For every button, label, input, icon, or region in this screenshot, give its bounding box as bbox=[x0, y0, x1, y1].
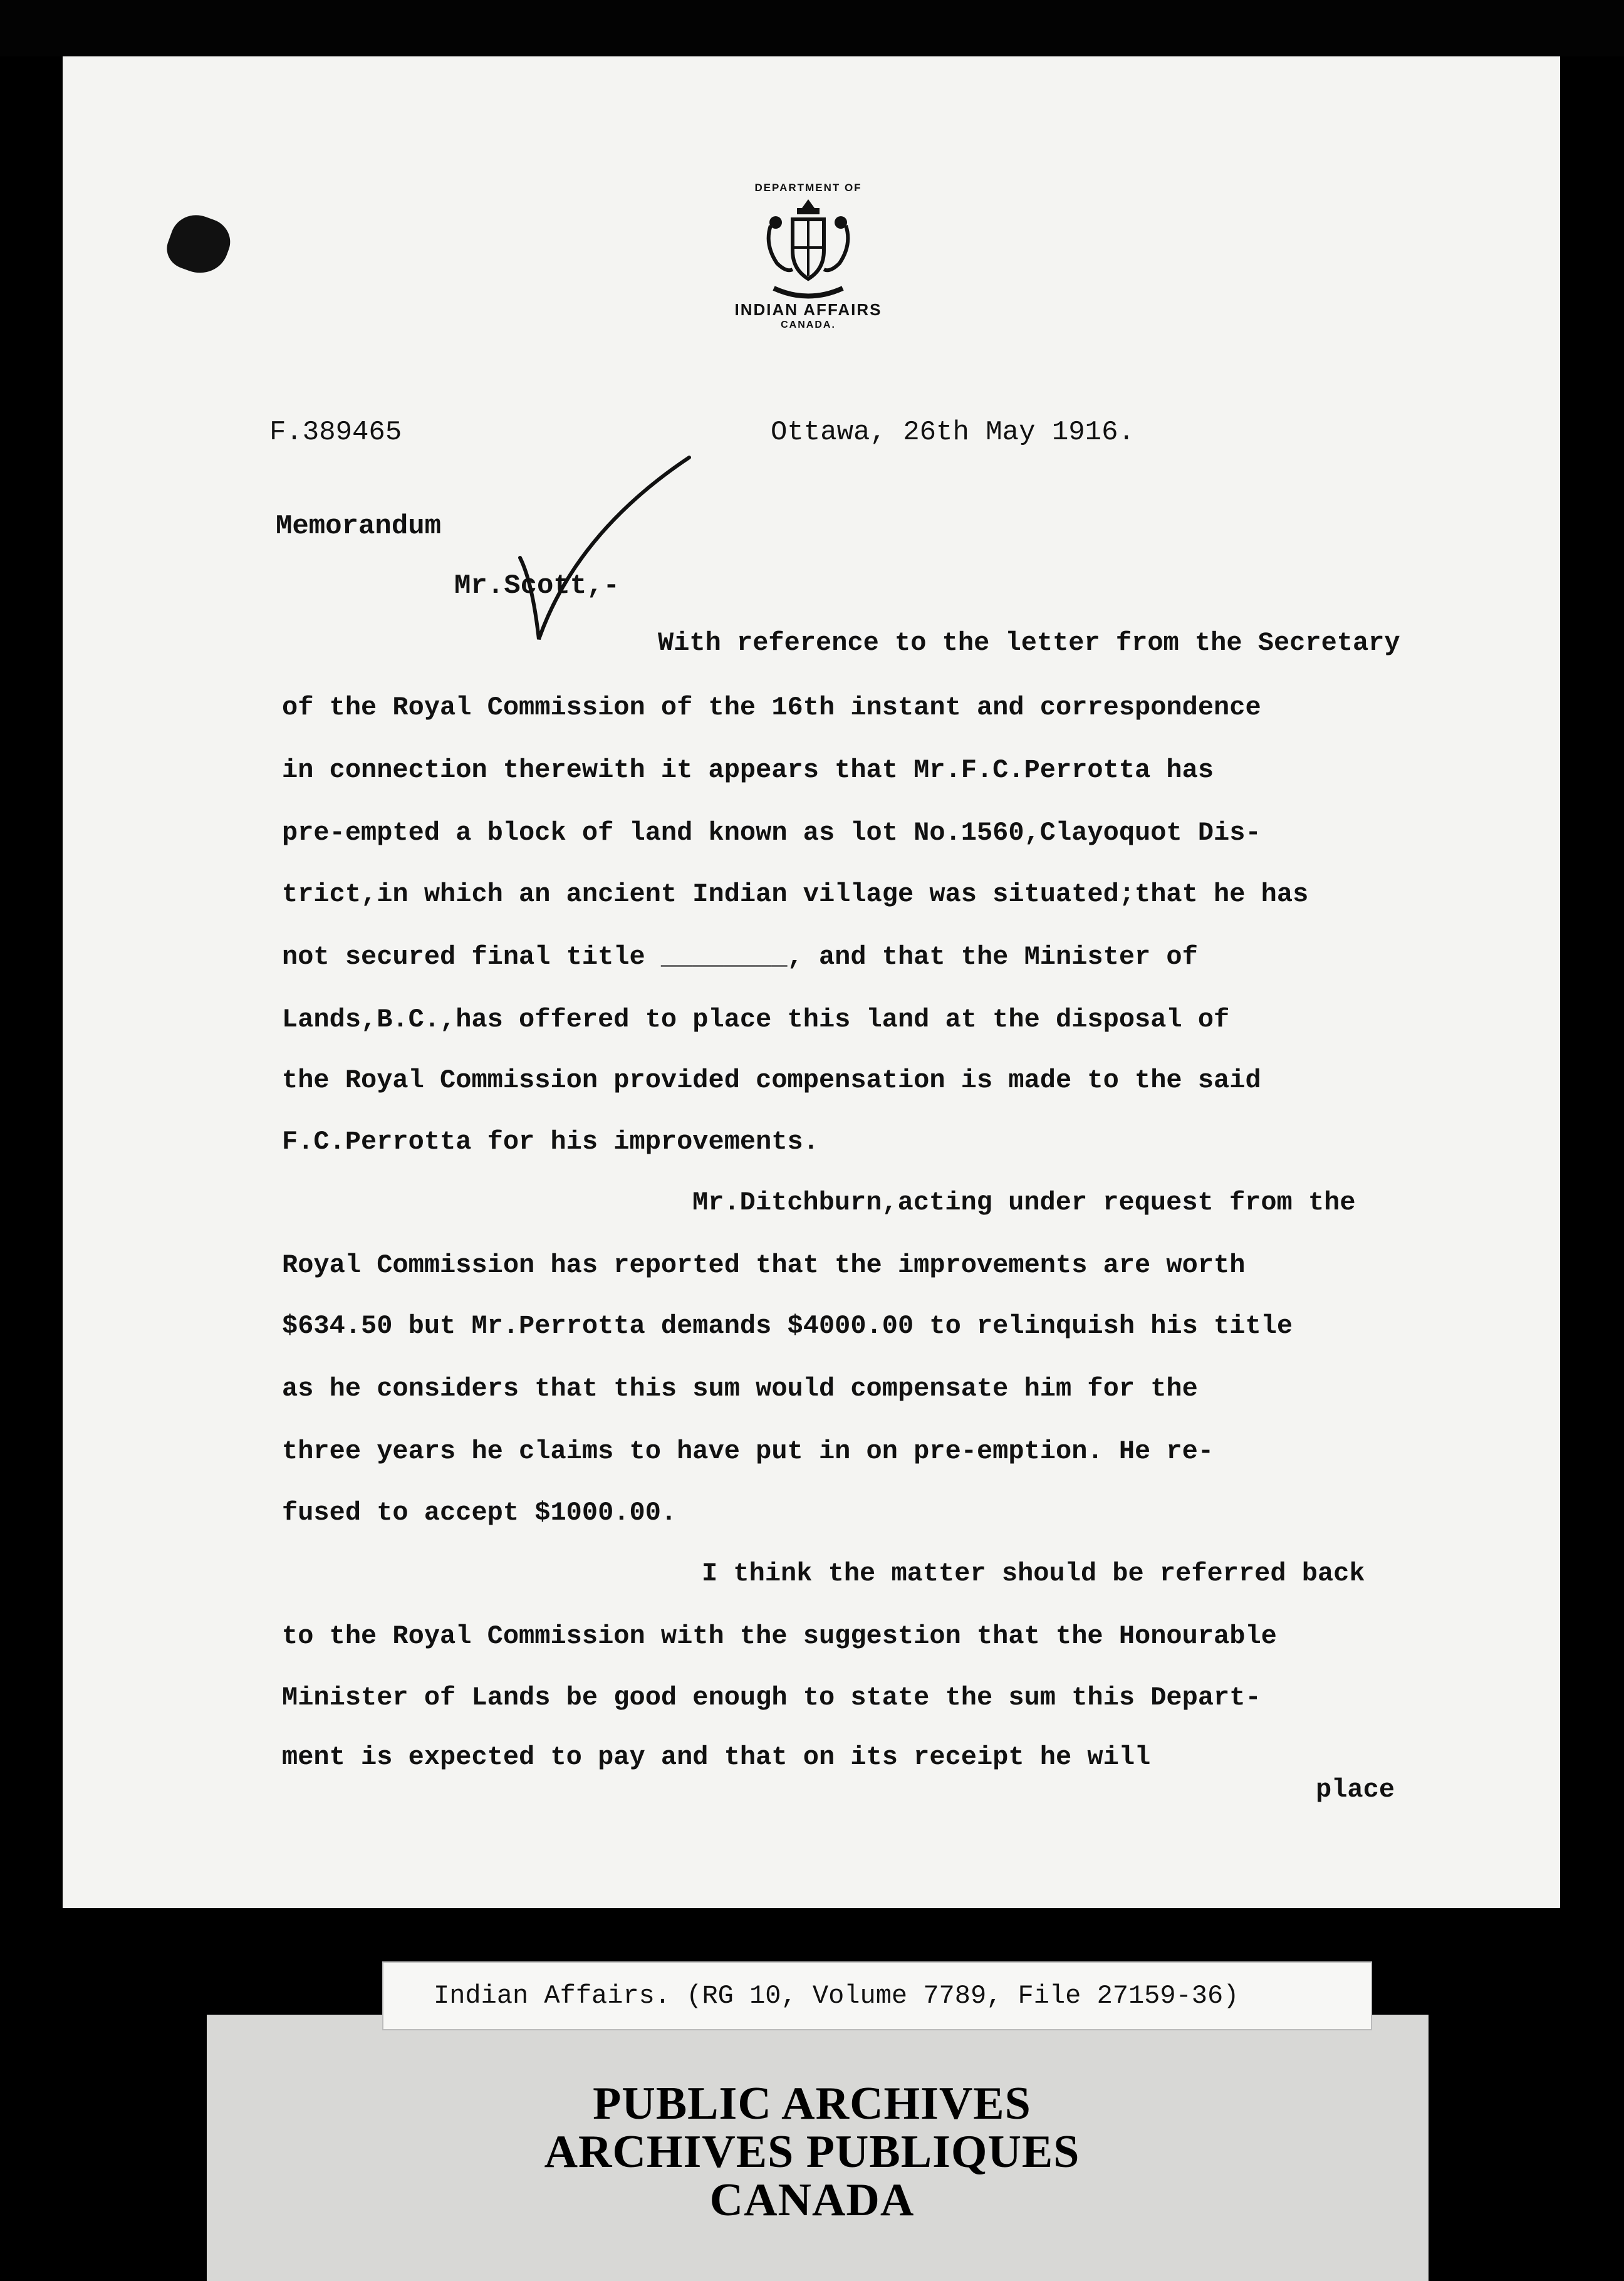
memo-line: as he considers that this sum would compensate him for the bbox=[282, 1374, 1198, 1404]
memo-line: Mr.Ditchburn,acting under request from the bbox=[692, 1187, 1356, 1218]
memo-heading: Memorandum bbox=[276, 511, 442, 542]
coat-of-arms-icon bbox=[758, 194, 858, 304]
memo-line: not secured final title ________, and that the Minister of bbox=[282, 942, 1198, 972]
memo-addressee: Mr.Scott,- bbox=[454, 570, 620, 602]
memo-line: I think the matter should be referred back bbox=[702, 1558, 1365, 1589]
crest-arc-bottom: INDIAN AFFAIRS bbox=[734, 300, 882, 319]
memo-line: Royal Commission has reported that the improvements are worth bbox=[282, 1250, 1246, 1280]
memo-line: fused to accept $1000.00. bbox=[282, 1498, 677, 1528]
memo-line: ment is expected to pay and that on its receipt he will bbox=[282, 1742, 1151, 1772]
scan-border-top bbox=[0, 0, 1624, 56]
memo-line: trict,in which an ancient Indian village was situated;that he has bbox=[282, 879, 1309, 909]
check-mark-icon bbox=[495, 451, 702, 658]
memo-line: three years he claims to have put in on pre-emption. He re- bbox=[282, 1436, 1214, 1466]
memo-line: $634.50 but Mr.Perrotta demands $4000.00 to relinquish his title bbox=[282, 1311, 1293, 1341]
department-crest bbox=[714, 182, 902, 351]
memo-line: of the Royal Commission of the 16th instant and correspondence bbox=[282, 692, 1261, 723]
archives-stamp-line: ARCHIVES PUBLIQUES bbox=[544, 2126, 1080, 2178]
archive-reference-label: Indian Affairs. (RG 10, Volume 7789, File 27159-36) bbox=[382, 1961, 1372, 2030]
memo-line: Minister of Lands be good enough to state the sum this Depart- bbox=[282, 1683, 1261, 1713]
archives-stamp-line: PUBLIC ARCHIVES bbox=[593, 2078, 1031, 2129]
memo-line: the Royal Commission provided compensation is made to the said bbox=[282, 1065, 1261, 1095]
crest-country: CANADA. bbox=[781, 320, 836, 330]
memo-line: With reference to the letter from the Secretary bbox=[658, 628, 1400, 658]
archives-stamp-line: CANADA bbox=[709, 2174, 915, 2226]
memo-line: Lands,B.C.,has offered to place this land at the disposal of bbox=[282, 1005, 1230, 1035]
memo-line: to the Royal Commission with the suggestion that the Honourable bbox=[282, 1621, 1277, 1651]
memo-line: F.C.Perrotta for his improvements. bbox=[282, 1127, 819, 1157]
memo-line: pre-empted a block of land known as lot No.1560,Clayoquot Dis- bbox=[282, 818, 1261, 848]
memo-date: Ottawa, 26th May 1916. bbox=[771, 417, 1135, 448]
file-reference: F.389465 bbox=[269, 417, 402, 448]
crest-arc-top: DEPARTMENT OF bbox=[754, 182, 862, 194]
memo-line: place bbox=[1316, 1775, 1395, 1805]
memo-line: in connection therewith it appears that Mr.F.C.Perrotta has bbox=[282, 755, 1214, 785]
